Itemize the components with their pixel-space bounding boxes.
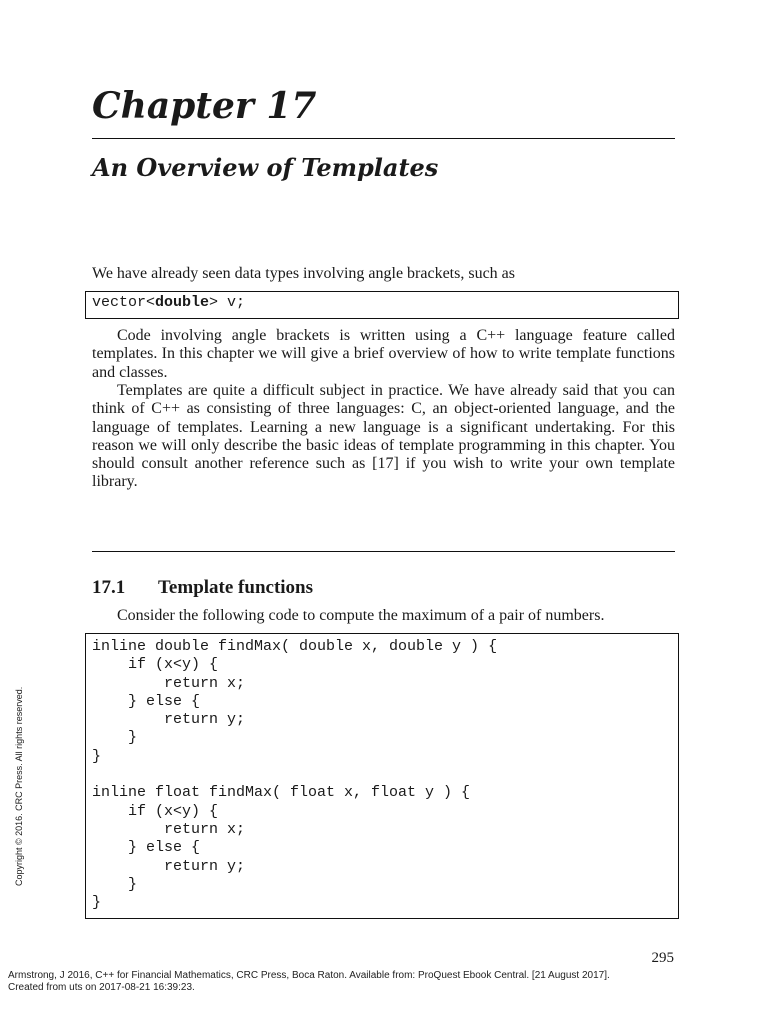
code-line: return y; — [92, 711, 246, 729]
code-line: if (x<y) { — [92, 656, 219, 674]
section-lead-paragraph: Consider the following code to compute the maximum of a pair of numbers. — [117, 607, 605, 624]
code-text: > v; — [209, 294, 246, 311]
code-line: } — [92, 894, 102, 912]
code-line: } — [92, 747, 102, 765]
code-line: } else { — [92, 692, 201, 710]
citation-line: Armstrong, J 2016, C++ for Financial Mathematics, CRC Press, Boca Raton. Available from: ProQuest Ebook Central. [21 August 2017]. — [8, 970, 610, 981]
code-line — [92, 766, 678, 784]
code-line: inline float findMax( float x, float y ) { — [92, 784, 471, 802]
citation-footer — [8, 970, 610, 994]
section-heading — [92, 576, 313, 600]
page-number: 295 — [651, 950, 674, 966]
code-line: return y; — [92, 857, 246, 875]
code-text: vector< — [92, 294, 156, 311]
created-line: Created from uts on 2017-08-21 16:39:23. — [8, 982, 195, 993]
section-title: Template functions — [158, 577, 314, 598]
code-line: return x; — [92, 820, 246, 838]
code-line: } — [92, 729, 138, 747]
code-line: return x; — [92, 674, 246, 692]
templates-difficulty-paragraph: Templates are quite a difficult subject in practice. We have already said that you can think of C++ as consisting of three languages: C, an object-oriented language, and the language of templates. Learning a new language is a significant undertaking. For this reason we will only describe the basic ideas of template programming in this chapter. You should consult another reference such as [17] if you wish to write your own template library. — [92, 382, 675, 491]
code-keyword: double — [155, 294, 210, 311]
vector-code-box — [85, 291, 679, 319]
section-divider — [92, 551, 675, 552]
findmax-code-listing — [85, 633, 679, 919]
templates-intro-paragraph: Code involving angle brackets is written using a C++ language feature called templates. In this chapter we will give a brief overview of how to write template functions and classes. — [92, 327, 675, 381]
section-number: 17.1 — [92, 577, 126, 598]
intro-lead-paragraph: We have already seen data types involving angle brackets, such as — [92, 265, 515, 282]
copyright-side-note: Copyright © 2016. CRC Press. All rights reserved. — [14, 686, 24, 886]
chapter-label: Chapter 17 — [92, 85, 317, 127]
code-line: } else { — [92, 839, 201, 857]
code-line: if (x<y) { — [92, 802, 219, 820]
code-line: } — [92, 875, 138, 893]
chapter-divider — [92, 138, 675, 139]
code-line: inline double findMax( double x, double y ) { — [92, 638, 498, 655]
chapter-title: An Overview of Templates — [92, 153, 439, 182]
